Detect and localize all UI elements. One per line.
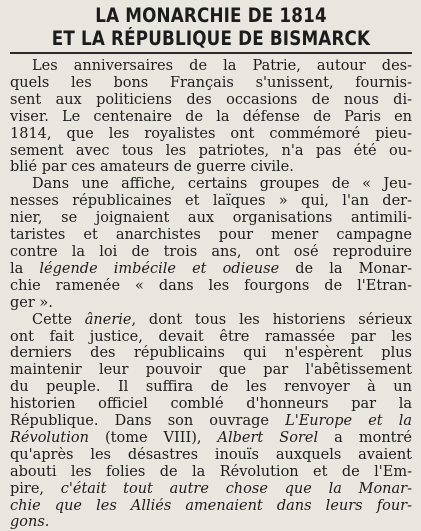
italic-quote: légende imbécile et odieuse — [39, 260, 280, 277]
text-run: a montré — [318, 429, 412, 446]
paragraph-2 — [10, 176, 412, 311]
text-line: quels les bons Français s'unissent, fournis- — [10, 74, 412, 91]
text-run: République. Dans son ouvrage — [10, 413, 286, 430]
text-line: ont fait justice, devait être ramassée par les — [10, 328, 412, 345]
text-line — [10, 312, 412, 329]
headline-line-1: LA MONARCHIE DE 1814 — [95, 4, 327, 27]
text-line: derniers des républicains qui n'espèrent plus — [10, 345, 412, 362]
italic-quote: chie que les Alliés amenaient dans leurs four- — [10, 497, 412, 514]
text-line: blié par ces amateurs de guerre civile. — [10, 159, 294, 176]
text-line — [10, 430, 412, 447]
text-line — [10, 261, 412, 278]
book-title: L'Europe et la — [285, 413, 412, 430]
text-line: sent aux politiciens des occasions de nous di- — [10, 91, 412, 108]
italic-word: ânerie — [84, 311, 132, 328]
text-line — [10, 413, 412, 430]
book-title: Révolution — [10, 429, 89, 446]
italic-quote: c'était tout autre chose que la Monar- — [60, 480, 412, 497]
headline-rule — [10, 52, 412, 54]
text-line: contre la loi de trois ans, ont osé reproduire — [10, 243, 412, 260]
text-run: (tome VIII), — [88, 429, 218, 446]
text-run: de la Monar- — [279, 260, 412, 277]
text-line: du peuple. Il suffira de les renvoyer à un — [10, 379, 412, 396]
text-line — [10, 481, 412, 498]
text-line: nesses républicaines et laïques » qui, l'an der- — [10, 193, 412, 210]
text-line: chie ramenée « dans les fourgons de l'Étran- — [10, 277, 412, 294]
text-line: ger ». — [10, 294, 53, 311]
text-line: taristes et anarchistes pour mener campagne — [10, 227, 412, 244]
text-line: nier, se joignaient aux organisations antimili- — [10, 210, 412, 227]
text-line: 1814, que les royalistes ont commémoré pieu- — [10, 125, 412, 142]
text-line: abouti les folies de la Révolution et de l'Em- — [10, 463, 412, 480]
text-line — [10, 498, 412, 515]
text-line: Les anniversaires de la Patrie, autour des- — [32, 58, 412, 74]
text-line — [10, 514, 412, 531]
text-run: Cette — [32, 311, 85, 328]
italic-quote: gons. — [10, 514, 50, 531]
text-run: , dont tous les historiens sérieux — [131, 311, 412, 328]
text-run: la — [10, 260, 40, 277]
author-name: Albert Sorel — [217, 429, 319, 446]
text-line: historien officiel comblé d'honneurs par la — [10, 396, 412, 413]
text-line: Dans une affiche, certains groupes de « Jeu- — [32, 176, 412, 193]
headline-line-2: ET LA RÉPUBLIQUE DE BISMARCK — [51, 27, 371, 50]
paragraph-1 — [10, 58, 412, 176]
text-line: viser. Le centenaire de la défense de Paris en — [10, 108, 412, 125]
article-body — [10, 58, 412, 531]
paragraph-3 — [10, 312, 412, 531]
text-line: sement avec tous les patriotes, n'a pas été ou- — [10, 142, 412, 159]
text-line: maintenir leur pouvoir que par l'abêtissement — [10, 362, 412, 379]
text-run: pire, — [10, 480, 61, 497]
text-line: qu'après les désastres inouïs auxquels avaient — [10, 446, 412, 463]
